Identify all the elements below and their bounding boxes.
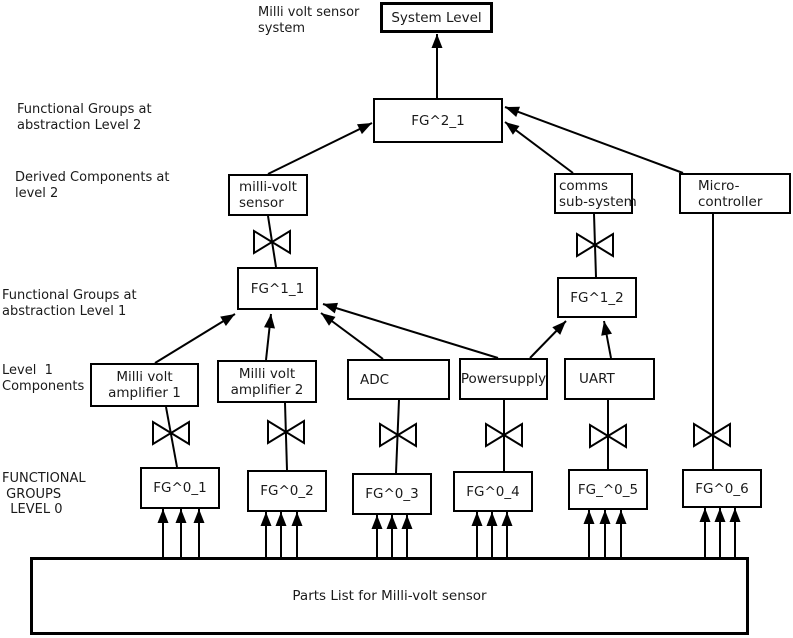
fg-0-3-label: FG^0_3 bbox=[365, 486, 419, 502]
parts-to-fg-0-3-arrowhead bbox=[387, 515, 398, 529]
milli-volt-amplifier-2-label: amplifier 2 bbox=[230, 381, 304, 398]
uart-to-fg0-5-bowtie-icon-left bbox=[590, 425, 608, 447]
adc-box bbox=[347, 359, 450, 400]
level-1-components-label bbox=[2, 363, 84, 394]
fg-0-3-box bbox=[352, 473, 432, 515]
fg-0-6-label: FG^0_6 bbox=[695, 480, 749, 497]
micro-controller-to-fg0-6-bowtie-icon-right bbox=[712, 424, 730, 446]
level-1-components-label-line: Level 1 bbox=[2, 363, 53, 378]
parts-to-fg-0-4-arrowhead bbox=[487, 512, 498, 526]
powersupply-to-fg1-1-arrowhead bbox=[323, 303, 338, 314]
parts-to-fg-0-4-arrowhead bbox=[502, 512, 513, 526]
fg-0-5-box bbox=[568, 469, 648, 510]
functional-groups-level-2-label bbox=[17, 102, 152, 133]
functional-groups-level-0-label bbox=[2, 471, 86, 518]
milli-volt-sensor-to-fg2-1-line bbox=[268, 123, 372, 174]
parts-to-fg-0-4-arrowhead bbox=[472, 512, 483, 526]
micro-controller-to-fg0-6-bowtie-icon-left bbox=[694, 424, 712, 446]
system-level-label: System Level bbox=[391, 9, 482, 26]
comms-sub-system-label: sub-system bbox=[559, 193, 637, 210]
powersupply-to-fg0-4-bowtie-icon-right bbox=[504, 424, 522, 446]
parts-to-fg-0-5-arrowhead bbox=[600, 510, 611, 524]
fg-0-2-box bbox=[247, 470, 327, 512]
functional-groups-level-2-label-line: Functional Groups at bbox=[17, 102, 152, 117]
uart-to-fg1-2-arrowhead bbox=[601, 321, 612, 336]
comms-sub-system-label: comms bbox=[559, 177, 609, 194]
uart-box bbox=[564, 358, 655, 400]
derived-components-level-2-label-line: Derived Components at bbox=[15, 170, 170, 185]
parts-to-fg-0-1-arrowhead bbox=[176, 509, 187, 523]
functional-groups-level-0-label-line: FUNCTIONAL bbox=[2, 471, 86, 486]
milli-volt-amplifier-2-label: Milli volt bbox=[238, 365, 296, 382]
parts-to-fg-0-5-arrowhead bbox=[584, 510, 595, 524]
parts-to-fg-0-1-arrowhead bbox=[158, 509, 169, 523]
uart-label: UART bbox=[579, 371, 615, 387]
milli-volt-amplifier-1-box bbox=[90, 363, 199, 407]
amplifier-2-to-fg0-2-bowtie-icon-left bbox=[268, 421, 286, 443]
milli-volt-amplifier-2-box bbox=[217, 360, 317, 403]
fg-0-4-box bbox=[453, 471, 533, 512]
fg2-1-to-system-level-arrowhead bbox=[432, 34, 443, 48]
parts-list-box bbox=[30, 557, 749, 635]
micro-controller-to-fg2-1-line bbox=[505, 107, 683, 173]
adc-to-fg0-3-bowtie-icon-left bbox=[380, 424, 398, 446]
functional-groups-level-1-label-line: abstraction Level 1 bbox=[2, 303, 127, 319]
fg-0-4-label: FG^0_4 bbox=[466, 483, 520, 500]
parts-to-fg-0-6-arrowhead bbox=[715, 508, 726, 522]
milli-volt-sensor-to-fg1-1-bowtie-icon-right bbox=[272, 231, 290, 253]
parts-to-fg-0-1-arrowhead bbox=[194, 509, 205, 523]
amplifier-1-to-fg0-1-line bbox=[166, 407, 177, 467]
parts-to-fg-0-6-arrowhead bbox=[700, 508, 711, 522]
comms-sub-system-to-fg1-2-bowtie-icon-left bbox=[577, 234, 595, 256]
powersupply-to-fg0-4-bowtie-icon-left bbox=[486, 424, 504, 446]
fg-1-1-label: FG^1_1 bbox=[250, 280, 305, 297]
micro-controller-to-fg2-1-arrowhead bbox=[505, 107, 520, 117]
milli-volt-sensor-to-fg2-1-arrowhead bbox=[357, 123, 372, 134]
amplifier-1-to-fg1-1-line bbox=[155, 314, 235, 363]
powersupply-box bbox=[459, 358, 548, 400]
milli-volt-sensor-box bbox=[228, 174, 308, 216]
micro-controller-label: controller bbox=[698, 193, 763, 210]
fg-0-6-box bbox=[682, 469, 762, 508]
fg-0-1-label: FG^0_1 bbox=[153, 480, 207, 496]
fg-0-1-box bbox=[140, 467, 220, 509]
amplifier-2-to-fg0-2-line bbox=[285, 403, 287, 470]
derived-components-level-2-label bbox=[15, 170, 169, 201]
fg-0-5-label: FG_^0_5 bbox=[577, 481, 639, 498]
system-level-box bbox=[380, 2, 493, 33]
parts-list-label: Parts List for Milli-volt sensor bbox=[292, 588, 487, 604]
amplifier-1-to-fg0-1-bowtie-icon-right bbox=[171, 422, 189, 444]
micro-controller-box bbox=[679, 173, 791, 214]
parts-to-fg-0-2-arrowhead bbox=[276, 512, 287, 526]
adc-to-fg1-1-arrowhead bbox=[321, 313, 336, 326]
adc-to-fg0-3-bowtie-icon-right bbox=[398, 424, 416, 446]
comms-sub-system-to-fg2-1-arrowhead bbox=[505, 122, 520, 135]
micro-controller-label: Micro- bbox=[698, 177, 740, 194]
functional-groups-level-0-label-line: LEVEL 0 bbox=[2, 502, 63, 517]
parts-to-fg-0-2-arrowhead bbox=[292, 512, 303, 526]
diagram-title-label-line: system bbox=[258, 20, 305, 36]
fg-1-1-box bbox=[237, 267, 318, 310]
functional-groups-level-0-label-line: GROUPS bbox=[2, 486, 62, 502]
comms-sub-system-box bbox=[554, 173, 637, 214]
parts-to-fg-0-3-arrowhead bbox=[402, 515, 413, 529]
amplifier-1-to-fg0-1-bowtie-icon-left bbox=[153, 422, 171, 444]
parts-to-fg-0-6-arrowhead bbox=[730, 508, 741, 522]
powersupply-to-fg1-1-line bbox=[323, 304, 498, 358]
functional-groups-level-1-label bbox=[2, 288, 137, 319]
milli-volt-amplifier-1-label: Milli volt bbox=[116, 369, 173, 385]
milli-volt-sensor-label: milli-volt bbox=[239, 179, 297, 195]
milli-volt-amplifier-1-label: amplifier 1 bbox=[108, 385, 181, 401]
amplifier-2-to-fg0-2-bowtie-icon-right bbox=[286, 421, 304, 443]
powersupply-label: Powersupply bbox=[460, 371, 547, 387]
diagram-title-label-line: Milli volt sensor bbox=[258, 5, 360, 20]
fg-2-1-box bbox=[373, 98, 503, 143]
parts-to-fg-0-3-arrowhead bbox=[372, 515, 383, 529]
diagram-title-label bbox=[258, 5, 359, 36]
milli-volt-sensor-to-fg1-1-bowtie-icon-left bbox=[254, 231, 272, 253]
adc-label: ADC bbox=[360, 371, 390, 388]
fg-0-2-label: FG^0_2 bbox=[260, 483, 314, 499]
milli-volt-sensor-label: sensor bbox=[239, 195, 284, 211]
fg-1-2-box bbox=[557, 277, 637, 318]
fg-1-2-label: FG^1_2 bbox=[570, 289, 624, 306]
amplifier-2-to-fg1-1-arrowhead bbox=[264, 314, 275, 329]
functional-groups-level-2-label-line: abstraction Level 2 bbox=[17, 117, 142, 133]
comms-sub-system-to-fg1-2-bowtie-icon-right bbox=[595, 234, 613, 256]
parts-to-fg-0-5-arrowhead bbox=[616, 510, 627, 524]
derived-components-level-2-label-line: level 2 bbox=[15, 185, 59, 201]
uart-to-fg0-5-bowtie-icon-right bbox=[608, 425, 626, 447]
functional-groups-level-1-label-line: Functional Groups at bbox=[2, 288, 137, 303]
amplifier-1-to-fg1-1-arrowhead bbox=[220, 314, 235, 326]
parts-to-fg-0-2-arrowhead bbox=[261, 512, 272, 526]
level-1-components-label-line: Components bbox=[2, 378, 85, 394]
fg-2-1-label: FG^2_1 bbox=[411, 112, 465, 129]
